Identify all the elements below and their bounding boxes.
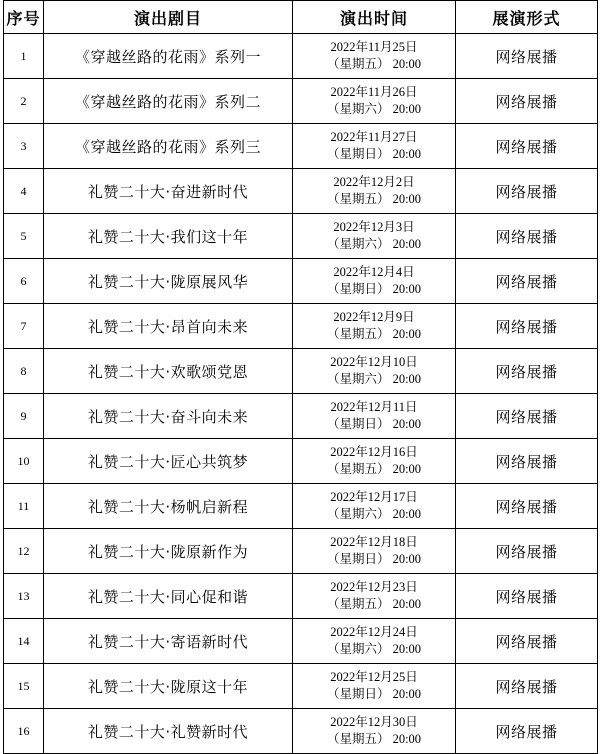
table-row [4,439,598,484]
cell-exhibition-form: 网络展播 [456,664,598,709]
column-header-title: 演出剧目 [44,1,293,34]
performance-date: 2022年12月17日 [330,490,418,505]
table-row [4,484,598,529]
performance-date: 2022年11月27日 [330,130,418,145]
cell-performance-title: 礼赞二十大·陇原这十年 [44,664,293,709]
table-row [4,304,598,349]
cell-sequence-number: 15 [4,664,44,709]
performance-weekday-clock: （星期日） 20:00 [326,147,422,161]
cell-performance-title: 礼赞二十大·陇原展风华 [44,259,293,304]
performance-date: 2022年11月25日 [330,40,418,55]
cell-performance-title: 礼赞二十大·奋进新时代 [44,169,293,214]
cell-exhibition-form: 网络展播 [456,484,598,529]
cell-exhibition-form: 网络展播 [456,394,598,439]
cell-exhibition-form: 网络展播 [456,304,598,349]
cell-performance-title: 《穿越丝路的花雨》系列一 [44,34,293,79]
table-header-row [4,1,598,34]
table-row [4,619,598,664]
cell-exhibition-form: 网络展播 [456,169,598,214]
performance-date: 2022年12月23日 [330,580,418,595]
cell-sequence-number: 11 [4,484,44,529]
performance-date: 2022年12月16日 [330,445,418,460]
cell-performance-title: 礼赞二十大·寄语新时代 [44,619,293,664]
cell-exhibition-form: 网络展播 [456,574,598,619]
column-header-form: 展演形式 [456,1,598,34]
cell-exhibition-form: 网络展播 [456,349,598,394]
cell-exhibition-form: 网络展播 [456,709,598,754]
table-row [4,34,598,79]
cell-exhibition-form: 网络展播 [456,214,598,259]
cell-sequence-number: 6 [4,259,44,304]
cell-performance-title: 礼赞二十大·同心促和谐 [44,574,293,619]
cell-performance-time [293,394,456,439]
cell-performance-time [293,259,456,304]
performance-weekday-clock: （星期日） 20:00 [326,552,422,566]
cell-performance-time [293,439,456,484]
performance-weekday-clock: （星期五） 20:00 [326,462,422,476]
performance-weekday-clock: （星期六） 20:00 [326,372,422,386]
performance-weekday-clock: （星期日） 20:00 [326,687,422,701]
cell-performance-title: 礼赞二十大·杨帆启新程 [44,484,293,529]
performance-weekday-clock: （星期五） 20:00 [326,597,422,611]
performance-weekday-clock: （星期日） 20:00 [326,417,422,431]
cell-performance-time [293,169,456,214]
cell-exhibition-form: 网络展播 [456,34,598,79]
cell-exhibition-form: 网络展播 [456,619,598,664]
cell-performance-time [293,664,456,709]
table-row [4,349,598,394]
table-row [4,664,598,709]
performance-weekday-clock: （星期六） 20:00 [326,642,422,656]
performance-date: 2022年12月3日 [333,220,415,235]
cell-exhibition-form: 网络展播 [456,259,598,304]
cell-performance-title: 礼赞二十大·礼赞新时代 [44,709,293,754]
performance-date: 2022年12月11日 [330,400,418,415]
table-row [4,214,598,259]
performance-weekday-clock: （星期五） 20:00 [326,327,422,341]
cell-performance-time [293,529,456,574]
cell-performance-time [293,124,456,169]
cell-performance-time [293,79,456,124]
cell-sequence-number: 5 [4,214,44,259]
cell-sequence-number: 16 [4,709,44,754]
cell-performance-title: 礼赞二十大·奋斗向未来 [44,394,293,439]
performance-weekday-clock: （星期六） 20:00 [326,507,422,521]
performance-date: 2022年11月26日 [330,85,418,100]
performance-weekday-clock: （星期五） 20:00 [326,57,422,71]
cell-sequence-number: 9 [4,394,44,439]
cell-sequence-number: 12 [4,529,44,574]
performance-date: 2022年12月30日 [330,715,418,730]
cell-performance-time [293,304,456,349]
cell-exhibition-form: 网络展播 [456,439,598,484]
cell-sequence-number: 4 [4,169,44,214]
table-row [4,529,598,574]
cell-exhibition-form: 网络展播 [456,529,598,574]
performance-date: 2022年12月4日 [333,265,415,280]
performance-date: 2022年12月9日 [333,310,415,325]
performance-date: 2022年12月18日 [330,535,418,550]
cell-performance-time [293,349,456,394]
table-row [4,169,598,214]
cell-performance-time [293,709,456,754]
cell-performance-title: 《穿越丝路的花雨》系列二 [44,79,293,124]
cell-sequence-number: 8 [4,349,44,394]
table-row [4,709,598,754]
table-row [4,124,598,169]
cell-sequence-number: 3 [4,124,44,169]
table-body [4,34,598,754]
performance-date: 2022年12月25日 [330,670,418,685]
cell-exhibition-form: 网络展播 [456,124,598,169]
table-row [4,394,598,439]
cell-exhibition-form: 网络展播 [456,79,598,124]
cell-performance-time [293,574,456,619]
cell-performance-title: 礼赞二十大·陇原新作为 [44,529,293,574]
performance-weekday-clock: （星期五） 20:00 [326,732,422,746]
performance-weekday-clock: （星期六） 20:00 [326,102,422,116]
cell-sequence-number: 14 [4,619,44,664]
table-row [4,574,598,619]
cell-performance-title: 礼赞二十大·昂首向未来 [44,304,293,349]
cell-sequence-number: 7 [4,304,44,349]
cell-performance-title: 礼赞二十大·匠心共筑梦 [44,439,293,484]
cell-sequence-number: 10 [4,439,44,484]
cell-performance-time [293,214,456,259]
performance-schedule-table [3,0,598,754]
cell-performance-time [293,34,456,79]
performance-weekday-clock: （星期六） 20:00 [326,237,422,251]
performance-date: 2022年12月2日 [333,175,415,190]
cell-performance-title: 《穿越丝路的花雨》系列三 [44,124,293,169]
cell-sequence-number: 13 [4,574,44,619]
cell-sequence-number: 1 [4,34,44,79]
column-header-seq: 序号 [4,1,44,34]
cell-performance-time [293,619,456,664]
cell-sequence-number: 2 [4,79,44,124]
table-header [4,1,598,34]
performance-weekday-clock: （星期日） 20:00 [326,282,422,296]
cell-performance-time [293,484,456,529]
table-row [4,259,598,304]
performance-date: 2022年12月24日 [330,625,418,640]
performance-weekday-clock: （星期五） 20:00 [326,192,422,206]
cell-performance-title: 礼赞二十大·我们这十年 [44,214,293,259]
performance-date: 2022年12月10日 [330,355,418,370]
cell-performance-title: 礼赞二十大·欢歌颂党恩 [44,349,293,394]
table-row [4,79,598,124]
column-header-time: 演出时间 [293,1,456,34]
